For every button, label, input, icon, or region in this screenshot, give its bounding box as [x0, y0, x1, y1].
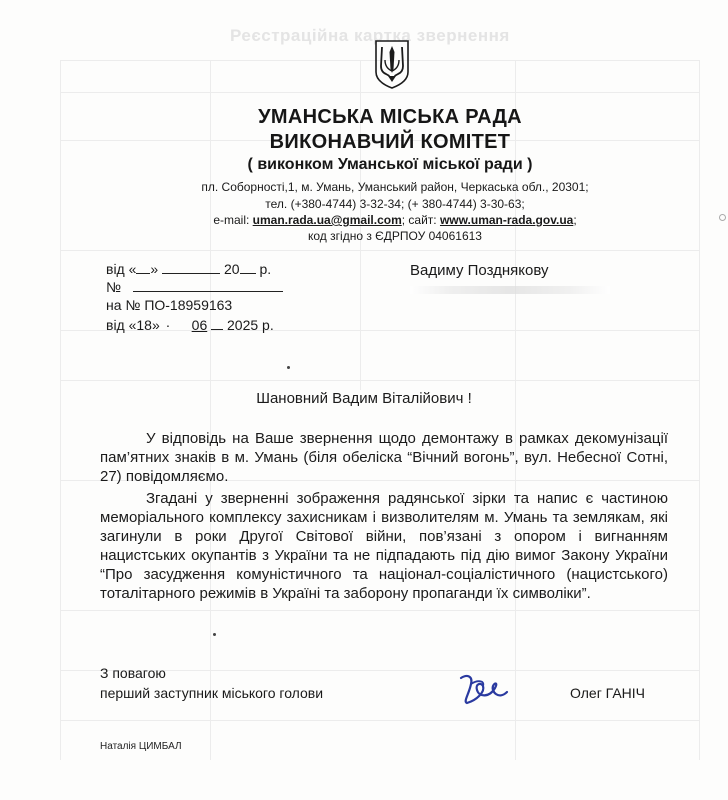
- email-link[interactable]: uman.rada.ua@gmail.com: [252, 213, 402, 227]
- email-label: e-mail:: [213, 213, 253, 227]
- body-paragraph-2: Згадані у зверненні зображення радянської зірки та напис є частиною меморіального комплексу захисникам і визволителям м. Умань та землякам, які загинули в роки Другої Світової війни, пов’язані з опором і вигнанням нацистських окупантів з України та не підпадають під дію вимог Закону України “Про засудження комуністичного та націонал-соціалістичного (нацистського) тоталітарного режимів в Україні та заборону пропаганди їх символіки”.: [100, 490, 668, 602]
- incoming-date: від «18» · 06 2025 р.: [106, 317, 274, 333]
- address: пл. Соборності,1, м. Умань, Уманський район, Черкаська обл., 20301;: [201, 180, 589, 194]
- trident-icon: [373, 38, 411, 90]
- phones: тел. (+380-4744) 3-32-34; (+ 380-4744) 3-30-63;: [265, 197, 525, 211]
- redacted-address: [410, 286, 610, 294]
- site-label: ; сайт:: [401, 213, 440, 227]
- scan-dot: [719, 214, 726, 221]
- recipient-name: Вадиму Позднякову: [410, 262, 549, 279]
- council-name: УМАНСЬКА МІСЬКА РАДА: [258, 106, 522, 128]
- edrpou-code: код згідно з ЄДРПОУ 04061613: [308, 229, 482, 243]
- signer-position: перший заступник міського голови: [100, 685, 324, 701]
- handwritten-signature: [455, 670, 513, 710]
- bleed-through-title: Реєстраційна картка звернення: [230, 26, 510, 45]
- executor-name: Наталія ЦИМБАЛ: [100, 741, 182, 752]
- outgoing-date: від « » 20 р.: [106, 261, 272, 277]
- scan-dot: [213, 633, 216, 636]
- committee-shortname: ( виконком Уманської міської ради ): [247, 156, 533, 173]
- scan-dot: [287, 366, 290, 369]
- closing-regards: З повагою: [100, 665, 166, 681]
- incoming-number: на № ПО-18959163: [106, 297, 233, 313]
- body-paragraph-1: У відповідь на Ваше звернення щодо демонтажу в рамках декомунізації пам’ятних знаків в м. Умань (біля обеліска “Вічний вогонь”, вул. Небесної Сотні, 27) повідомляємо.: [100, 430, 668, 485]
- email-site-line: e-mail: uman.rada.ua@gmail.com; сайт: www.uman-rada.gov.ua;: [213, 213, 577, 227]
- committee-name: ВИКОНАВЧИЙ КОМІТЕТ: [269, 131, 511, 153]
- signer-name: Олег ГАНІЧ: [570, 685, 645, 701]
- greeting: Шановний Вадим Віталійович !: [256, 390, 472, 407]
- outgoing-number: №: [106, 278, 283, 295]
- site-link[interactable]: www.uman-rada.gov.ua: [439, 213, 574, 227]
